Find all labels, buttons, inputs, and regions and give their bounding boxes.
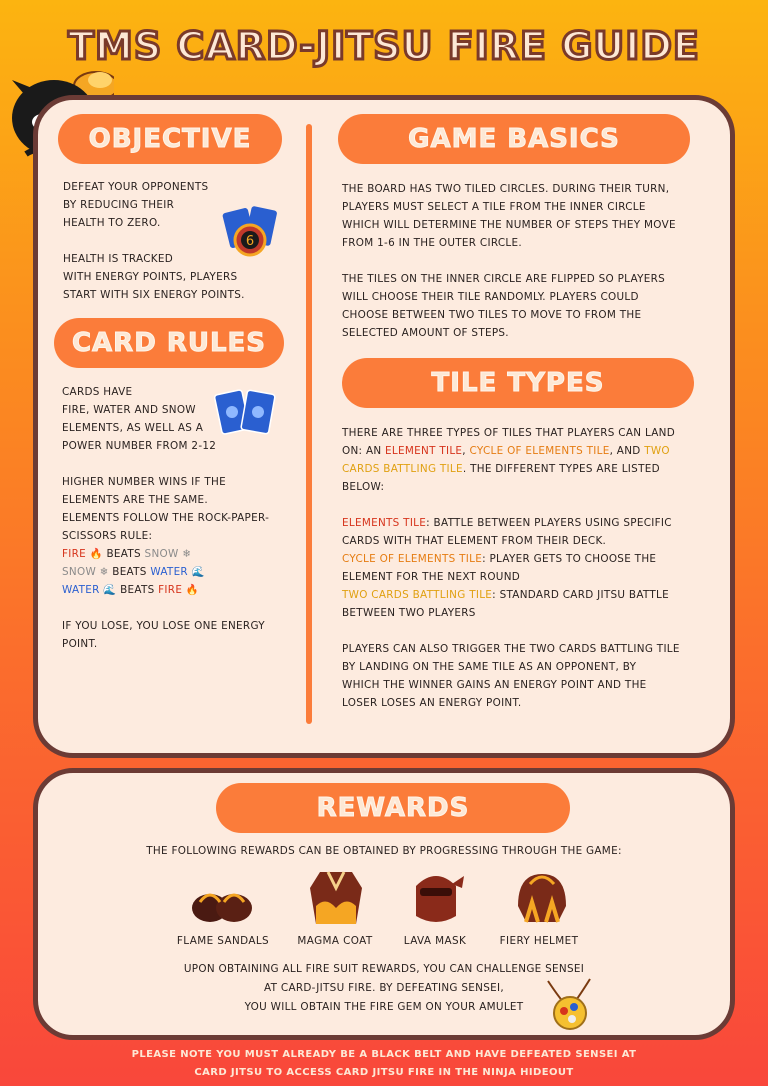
snowflake-icon: ❄ (182, 548, 192, 560)
water-icon: 🌊 (103, 584, 117, 596)
rule-fire-beats-snow: FIRE 🔥 BEATS SNOW ❄ (62, 545, 298, 563)
fire-icon: 🔥 (89, 548, 103, 560)
objective-text: DEFEAT YOUR OPPONENTS BY REDUCING THEIR HEALTH TO ZERO. HEALTH IS TRACKED WITH ENERGY POINTS, PLAYERS START WITH SIX ENERGY POINTS. (63, 181, 245, 301)
energy-card-icon (222, 204, 280, 260)
water-icon: 🌊 (191, 566, 205, 578)
fiery-helmet-icon (512, 866, 572, 928)
rule-water-beats-fire: WATER 🌊 BEATS FIRE 🔥 (62, 581, 298, 599)
cards-icon (212, 386, 280, 438)
snowflake-icon: ❄ (99, 566, 109, 578)
tile-types-text: THERE ARE THREE TYPES OF TILES THAT PLAYERS CAN LAND ON: AN ELEMENT TILE, CYCLE OF ELEMENTS TILE, AND TWO CARDS BATTLING TILE. THE DIFFERENT TYPES ARE LISTED BELOW: ELEMENTS TILE: BATTLE BETWEEN PLAYERS USING SPECIFIC CARDS WITH THAT ELEMENT FROM THEIR DECK. CYCLE OF ELEMENTS TILE: PLAYER GETS TO CHOOSE THE ELEMENT FOR THE NEXT ROUND TWO CARDS BATTLING TILE: STANDARD CARD JITSU BATTLE BETWEEN TWO PLAYERS PLAYERS CAN ALSO TRIGGER THE TWO CARDS BATTLING TILE BY LANDING ON THE SAME TILE AS AN OPPONENT, BY WHICH THE WINNER GAINS AN ENERGY POINT AND THE LOSER LOSES AN ENERGY POINT. (342, 427, 680, 709)
energy-number: 6 (245, 234, 255, 249)
magma-coat-icon (306, 866, 366, 928)
amulet-icon (540, 975, 600, 1031)
game-basics-text: THE BOARD HAS TWO TILED CIRCLES. DURING THEIR TURN, PLAYERS MUST SELECT A TILE FROM THE INNER CIRCLE WHICH WILL DETERMINE THE NUMBER OF STEPS THEY MOVE FROM 1-6 IN THE OUTER CIRCLE. THE TILES ON THE INNER CIRCLE ARE FLIPPED SO PLAYERS WILL CHOOSE THEIR TILE RANDOMLY. PLAYERS COULD CHOOSE BETWEEN TWO TILES TO MOVE TO FROM THE SELECTED AMOUNT OF STEPS. (342, 183, 676, 339)
card-rules-text: CARDS HAVE FIRE, WATER AND SNOW ELEMENTS, AS WELL AS A POWER NUMBER FROM 2-12 HIGHER NUMBER WINS IF THE ELEMENTS ARE THE SAME. ELEMENTS FOLLOW THE ROCK-PAPER- SCISSORS RULE: FIRE 🔥 BEATS SNOW ❄ SNOW ❄ BEATS WATER 🌊 WATER 🌊 BEATS FIRE 🔥 IF YOU LOSE, YOU LOSE ONE ENERGY POINT. (62, 383, 298, 653)
game-basics-heading: GAME BASICS (338, 114, 690, 164)
flame-sandals-icon (190, 868, 254, 928)
column-divider (306, 124, 312, 724)
lava-mask-icon (406, 866, 466, 928)
rewards-heading: REWARDS (216, 783, 570, 833)
rewards-intro: THE FOLLOWING REWARDS CAN BE OBTAINED BY PROGRESSING THROUGH THE GAME: (146, 845, 622, 857)
reward-label: FIERY HELMET (499, 935, 579, 947)
card-rules-heading: CARD RULES (54, 318, 284, 368)
rule-snow-beats-water: SNOW ❄ BEATS WATER 🌊 (62, 563, 298, 581)
rewards-outro: UPON OBTAINING ALL FIRE SUIT REWARDS, YOU CAN CHALLENGE SENSEI AT CARD-JITSU FIRE. BY DEFEATING SENSEI, YOU WILL OBTAIN THE FIRE GEM ON YOUR AMULET (183, 963, 585, 1013)
tile-types-heading: TILE TYPES (342, 358, 694, 408)
reward-label: LAVA MASK (403, 935, 467, 947)
objective-heading: OBJECTIVE (58, 114, 282, 164)
footer-note: PLEASE NOTE YOU MUST ALREADY BE A BLACK BELT AND HAVE DEFEATED SENSEI AT CARD JITSU TO ACCESS CARD JITSU FIRE IN THE NINJA HIDEOUT (131, 1049, 637, 1078)
fire-icon: 🔥 (185, 584, 200, 596)
page-title: TMS CARD-JITSU FIRE GUIDE (68, 24, 700, 68)
reward-label: FLAME SANDALS (176, 935, 270, 947)
reward-label: MAGMA COAT (297, 935, 373, 947)
